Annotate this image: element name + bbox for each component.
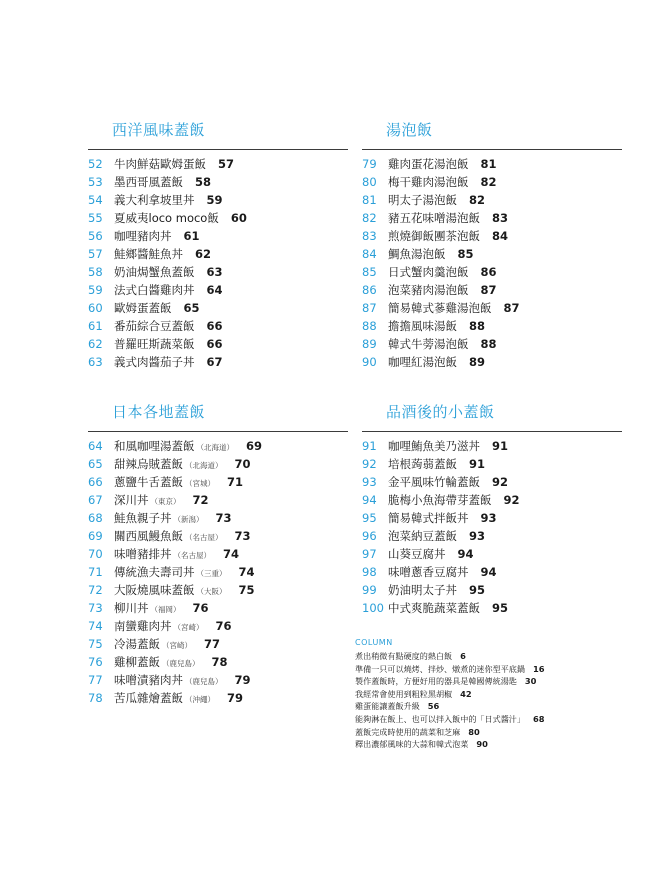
page-number: 75 <box>238 583 255 597</box>
toc-entry <box>362 317 622 335</box>
page-number: 76 <box>215 619 232 633</box>
column-title: COLUMN <box>355 638 393 647</box>
page-number: 88 <box>469 319 486 333</box>
section-western-donburi <box>88 120 348 371</box>
recipe-number: 98 <box>362 565 377 579</box>
toc-entry <box>362 581 622 599</box>
page-number: 93 <box>480 511 497 525</box>
recipe-number: 65 <box>88 457 103 471</box>
toc-entry <box>362 281 622 299</box>
recipe-title: 深川丼 <box>114 493 149 507</box>
recipe-number: 71 <box>88 565 103 579</box>
recipe-region: （名古屋） <box>173 551 211 560</box>
toc-entry <box>88 671 348 689</box>
page-number: 66 <box>206 319 223 333</box>
page-number: 59 <box>206 193 223 207</box>
recipe-region: （東京） <box>150 497 181 506</box>
recipe-number: 93 <box>362 475 377 489</box>
toc-entry <box>88 545 348 563</box>
toc-entry <box>88 173 348 191</box>
page-number: 64 <box>206 283 223 297</box>
column-page-number: 68 <box>532 713 545 724</box>
recipe-title: 南蠻雞肉丼 <box>114 619 172 633</box>
toc-entry <box>88 599 348 617</box>
column-entry-text: 煮出稍微有點硬度的熱白飯 <box>355 651 453 661</box>
page-number: 95 <box>469 583 486 597</box>
column-entry <box>355 726 605 739</box>
toc-entry <box>362 227 622 245</box>
page-number: 67 <box>206 355 223 369</box>
recipe-number: 57 <box>88 247 103 261</box>
recipe-title: 中式爽脆蔬菜蓋飯 <box>388 601 480 615</box>
recipe-number: 55 <box>88 211 103 225</box>
toc-entry <box>362 563 622 581</box>
recipe-region: （宮崎） <box>173 623 204 632</box>
toc-entry <box>88 473 348 491</box>
toc-entry <box>362 527 622 545</box>
recipe-number: 97 <box>362 547 377 561</box>
page-number: 84 <box>492 229 509 243</box>
toc-entry <box>88 263 348 281</box>
page-number: 82 <box>469 193 486 207</box>
recipe-title: 味噌漬豬肉丼 <box>114 673 183 687</box>
recipe-title: 豬五花味噌湯泡飯 <box>388 211 480 225</box>
page-number: 63 <box>206 265 223 279</box>
recipe-title: 簡易韓式蔘雞湯泡飯 <box>388 301 492 315</box>
page-number: 58 <box>195 175 212 189</box>
toc-entry <box>88 581 348 599</box>
recipe-region: （鹿兒島） <box>162 659 200 668</box>
section-divider <box>362 431 622 432</box>
recipe-title: 義大利拿坡里丼 <box>114 193 195 207</box>
section-divider <box>88 431 348 432</box>
recipe-number: 91 <box>362 439 377 453</box>
page-number: 65 <box>183 301 200 315</box>
toc-entry <box>88 155 348 173</box>
page-number: 79 <box>227 691 244 705</box>
recipe-number: 54 <box>88 193 103 207</box>
recipe-title: 普羅旺斯蔬菜飯 <box>114 337 195 351</box>
column-entry-text: 蓋飯完成時使用的蔬菜和芝麻 <box>355 726 461 737</box>
recipe-title: 泡菜納豆蓋飯 <box>388 529 457 543</box>
column-entry <box>355 663 605 676</box>
recipe-number: 89 <box>362 337 377 351</box>
recipe-region: （鹿兒島） <box>185 677 223 686</box>
recipe-number: 78 <box>88 691 103 705</box>
recipe-number: 64 <box>88 439 103 453</box>
toc-entry <box>88 227 348 245</box>
section-soup-rice <box>362 120 622 371</box>
column-entry <box>355 650 605 663</box>
toc-entry <box>88 527 348 545</box>
recipe-number: 94 <box>362 493 377 507</box>
page-number: 71 <box>227 475 244 489</box>
recipe-region: （北海道） <box>196 443 234 452</box>
recipe-region: （名古屋） <box>185 533 223 542</box>
toc-entry <box>362 173 622 191</box>
page-number: 93 <box>469 529 486 543</box>
toc-entry <box>362 353 622 371</box>
toc-entry <box>88 455 348 473</box>
toc-entry <box>362 473 622 491</box>
recipe-number: 53 <box>88 175 103 189</box>
page-number: 69 <box>246 439 263 453</box>
page-number: 57 <box>218 157 235 171</box>
toc-entry <box>362 191 622 209</box>
section-divider <box>88 149 348 150</box>
recipe-number: 66 <box>88 475 103 489</box>
recipe-title: 味噌蔥香豆腐丼 <box>388 565 469 579</box>
recipe-number: 56 <box>88 229 103 243</box>
recipe-number: 58 <box>88 265 103 279</box>
column-entry-text: 準備一只可以燒烤、拌炒、燉煮的迷你型平底鍋 <box>355 663 525 674</box>
page-number: 72 <box>192 493 209 507</box>
recipe-title: 雞柳蓋飯 <box>114 655 160 669</box>
page-number: 60 <box>230 211 247 225</box>
toc-entry <box>362 599 622 617</box>
section-title: 品酒後的小蓋飯 <box>386 403 495 421</box>
recipe-number: 75 <box>88 637 103 651</box>
page-number: 87 <box>480 283 497 297</box>
recipe-title: 大阪燒風味蓋飯 <box>114 583 195 597</box>
recipe-number: 61 <box>88 319 103 333</box>
recipe-number: 77 <box>88 673 103 687</box>
recipe-number: 72 <box>88 583 103 597</box>
recipe-number: 84 <box>362 247 377 261</box>
recipe-title: 鯛魚湯泡飯 <box>388 247 446 261</box>
recipe-number: 81 <box>362 193 377 207</box>
column-page-number: 90 <box>476 739 488 750</box>
recipe-title: 味噌豬排丼 <box>114 547 172 561</box>
page-number: 88 <box>480 337 497 351</box>
recipe-title: 蔥鹽牛舌蓋飯 <box>114 475 183 489</box>
page-number: 81 <box>480 157 497 171</box>
toc-entry <box>362 155 622 173</box>
recipe-number: 87 <box>362 301 377 315</box>
recipe-title: 山葵豆腐丼 <box>388 547 446 561</box>
recipe-title: 咖哩鮪魚美乃滋丼 <box>388 439 480 453</box>
recipe-title: 雞肉蛋花湯泡飯 <box>388 157 469 171</box>
toc-entry <box>362 209 622 227</box>
recipe-title: 煎燒御飯團茶泡飯 <box>388 229 480 243</box>
page-number: 91 <box>469 457 486 471</box>
column-entry-text: 釋出濃郁風味的大蒜和韓式泡菜 <box>355 739 469 750</box>
recipe-title: 關西風鰻魚飯 <box>114 529 183 543</box>
column-page-number: 80 <box>468 726 480 737</box>
recipe-title: 鮭鄉醬鮭魚丼 <box>114 247 183 261</box>
column-page-number: 56 <box>427 701 440 712</box>
page-number: 89 <box>469 355 486 369</box>
page-number: 82 <box>480 175 497 189</box>
recipe-number: 67 <box>88 493 103 507</box>
recipe-number: 59 <box>88 283 103 297</box>
page-number: 83 <box>492 211 509 225</box>
recipe-title: 韓式牛蒡湯泡飯 <box>388 337 469 351</box>
recipe-number: 88 <box>362 319 377 333</box>
recipe-region: （三重） <box>196 569 227 578</box>
recipe-title: 脆梅小魚海帶芽蓋飯 <box>388 493 492 507</box>
recipe-title: 奶油明太子丼 <box>388 583 457 597</box>
recipe-title: 日式蟹肉羹泡飯 <box>388 265 469 279</box>
toc-entry <box>362 299 622 317</box>
column-page-number: 6 <box>460 651 466 661</box>
recipe-number: 60 <box>88 301 103 315</box>
section-title: 湯泡飯 <box>386 121 433 139</box>
toc-entry <box>88 509 348 527</box>
recipe-number: 52 <box>88 157 103 171</box>
recipe-title: 苦瓜雜燴蓋飯 <box>114 691 183 705</box>
toc-entry <box>88 617 348 635</box>
recipe-title: 培根蒟蒻蓋飯 <box>388 457 457 471</box>
toc-entry <box>88 335 348 353</box>
column-list <box>355 650 605 751</box>
page-number: 92 <box>503 493 520 507</box>
page-number: 66 <box>206 337 223 351</box>
toc-entry <box>88 437 348 455</box>
page-number: 86 <box>480 265 497 279</box>
recipe-region: （沖繩） <box>185 695 215 704</box>
column-entry <box>355 700 605 713</box>
recipe-title: 法式白醬雞肉丼 <box>114 283 195 297</box>
toc-entry <box>362 263 622 281</box>
toc-entry <box>362 335 622 353</box>
section-title: 西洋風味蓋飯 <box>112 121 206 139</box>
recipe-number: 73 <box>88 601 103 615</box>
recipe-title: 傳統漁夫壽司丼 <box>114 565 195 579</box>
page-number: 95 <box>492 601 509 615</box>
column-entry-text: 雞蛋能讓蓋飯升級 <box>355 701 420 712</box>
page-number: 74 <box>238 565 255 579</box>
recipe-number: 86 <box>362 283 377 297</box>
recipe-region: （大阪） <box>196 587 227 596</box>
page-number: 61 <box>183 229 200 243</box>
page-number: 77 <box>204 637 221 651</box>
recipe-number: 63 <box>88 355 103 369</box>
recipe-number: 96 <box>362 529 377 543</box>
page-number: 62 <box>195 247 212 261</box>
recipe-number: 62 <box>88 337 103 351</box>
recipe-number: 69 <box>88 529 103 543</box>
recipe-region: （福岡） <box>150 605 181 614</box>
toc-entry <box>362 545 622 563</box>
page-number: 94 <box>457 547 474 561</box>
page-number: 79 <box>234 673 251 687</box>
column-entry <box>355 713 605 726</box>
toc-entry <box>88 563 348 581</box>
section-divider <box>362 149 622 150</box>
section-after-drinks-donburi <box>362 402 622 617</box>
toc-entry <box>88 281 348 299</box>
toc-entry <box>88 653 348 671</box>
recipe-title: 明太子湯泡飯 <box>388 193 457 207</box>
recipe-number: 85 <box>362 265 377 279</box>
recipe-title: 鮭魚親子丼 <box>114 511 172 525</box>
recipe-title: 甜辣烏賊蓋飯 <box>114 457 183 471</box>
recipe-title: 奶油焗蟹魚蓋飯 <box>114 265 195 279</box>
column-entry-text: 製作蓋飯時，方便好用的器具是韓國傳統湯匙 <box>355 676 517 687</box>
toc-entry <box>362 245 622 263</box>
toc-entry <box>362 491 622 509</box>
column-page-number: 16 <box>532 663 545 674</box>
recipe-number: 82 <box>362 211 377 225</box>
recipe-region: （宮城） <box>185 479 215 488</box>
recipe-number: 76 <box>88 655 103 669</box>
page-number: 78 <box>211 655 228 669</box>
toc-entry <box>362 437 622 455</box>
page-number: 85 <box>457 247 474 261</box>
recipe-title: 和風咖哩湯蓋飯 <box>114 439 195 453</box>
recipe-title: 梅干雞肉湯泡飯 <box>388 175 469 189</box>
recipe-title: 牛肉鮮菇歐姆蛋飯 <box>114 157 206 171</box>
recipe-region: （北海道） <box>185 461 223 470</box>
recipe-number: 92 <box>362 457 377 471</box>
recipe-title: 咖哩紅湯泡飯 <box>388 355 457 369</box>
page-number: 70 <box>234 457 251 471</box>
recipe-title: 擔擔風味湯飯 <box>388 319 457 333</box>
section-title: 日本各地蓋飯 <box>112 403 206 421</box>
recipe-title: 泡菜豬肉湯泡飯 <box>388 283 469 297</box>
recipe-title: 簡易韓式拌飯丼 <box>388 511 469 525</box>
page-number: 91 <box>492 439 509 453</box>
page-number: 74 <box>223 547 240 561</box>
recipe-number: 90 <box>362 355 377 369</box>
recipe-number: 79 <box>362 157 377 171</box>
page-number: 87 <box>503 301 520 315</box>
column-entry-text: 能夠淋在飯上、也可以拌入飯中的「日式醬汁」 <box>355 713 525 724</box>
page-number: 73 <box>215 511 232 525</box>
toc-entry <box>88 635 348 653</box>
toc-entry <box>88 689 348 707</box>
recipe-title: 金平風味竹輪蓋飯 <box>388 475 480 489</box>
recipe-region: （新潟） <box>173 515 204 524</box>
recipe-title: 番茄綜合豆蓋飯 <box>114 319 195 333</box>
toc-entry <box>88 317 348 335</box>
page-number: 73 <box>234 529 251 543</box>
recipe-title: 柳川丼 <box>114 601 149 615</box>
column-page-number: 30 <box>524 676 537 687</box>
recipe-number: 68 <box>88 511 103 525</box>
page-number: 94 <box>480 565 497 579</box>
toc-entry <box>88 191 348 209</box>
recipe-title: 義式肉醬茄子丼 <box>114 355 195 369</box>
column-entry-text: 我經常會使用到粗粒黑胡椒 <box>355 688 453 699</box>
toc-entry <box>88 353 348 371</box>
column-entry <box>355 738 605 751</box>
section-japan-regional-donburi <box>88 402 348 707</box>
recipe-title: 歐姆蛋蓋飯 <box>114 301 172 315</box>
recipe-number: 74 <box>88 619 103 633</box>
recipe-number: 95 <box>362 511 377 525</box>
column-entry <box>355 675 605 688</box>
column-entry <box>355 688 605 701</box>
recipe-number: 83 <box>362 229 377 243</box>
recipe-number: 70 <box>88 547 103 561</box>
recipe-number: 80 <box>362 175 377 189</box>
toc-entry <box>88 209 348 227</box>
toc-entry <box>88 245 348 263</box>
page-number: 76 <box>192 601 209 615</box>
recipe-title: 咖哩豬肉丼 <box>114 229 172 243</box>
recipe-region: （宮崎） <box>162 641 192 650</box>
recipe-title: 夏威夷loco moco飯 <box>114 211 219 225</box>
column-page-number: 42 <box>460 688 472 699</box>
recipe-number: 100 <box>362 601 384 615</box>
toc-entry <box>362 455 622 473</box>
toc-entry <box>362 509 622 527</box>
recipe-number: 99 <box>362 583 377 597</box>
toc-entry <box>88 299 348 317</box>
toc-entry <box>88 491 348 509</box>
recipe-title: 墨西哥風蓋飯 <box>114 175 183 189</box>
recipe-title: 冷湯蓋飯 <box>114 637 160 651</box>
page-number: 92 <box>492 475 509 489</box>
